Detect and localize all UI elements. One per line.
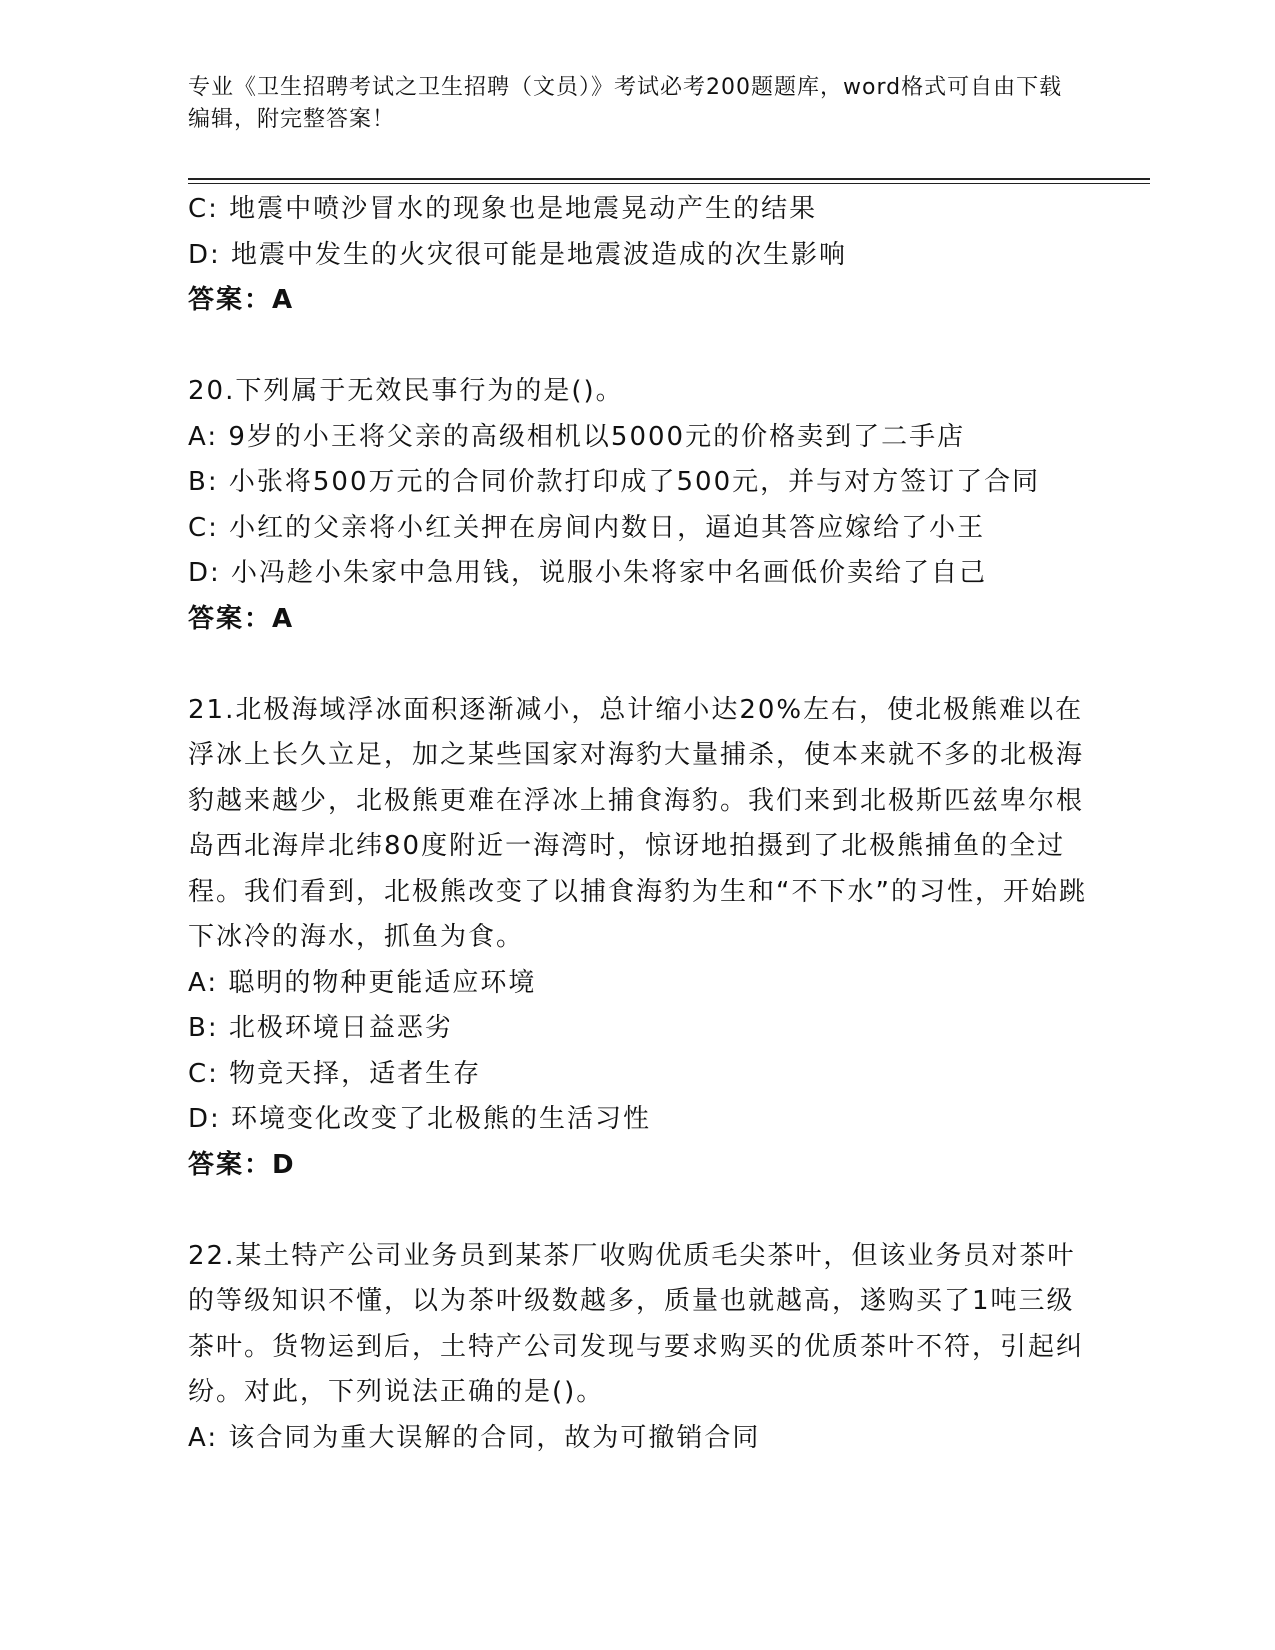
question-20-stem: 20.下列属于无效民事行为的是()。 — [188, 376, 624, 406]
header-divider-thin — [188, 183, 1150, 184]
option-d: D: 地震中发生的火灾很可能是地震波造成的次生影响 — [188, 239, 848, 270]
header-divider-thick — [188, 178, 1150, 180]
question-21-option-c: C: 物竞天择，适者生存 — [188, 1058, 482, 1089]
question-20-option-c: C: 小红的父亲将小红关押在房间内数日，逼迫其答应嫁给了小王 — [188, 512, 986, 543]
question-20-option-b: B: 小张将500万元的合同价款打印成了500元，并与对方签订了合同 — [188, 467, 1041, 497]
question-21-answer: 答案：D — [188, 1149, 296, 1180]
question-20-option-a: A: 9岁的小王将父亲的高级相机以5000元的价格卖到了二手店 — [188, 421, 966, 452]
question-22-option-a: A: 该合同为重大误解的合同，故为可撤销合同 — [188, 1422, 761, 1453]
question-21-option-d: D: 环境变化改变了北极熊的生活习性 — [188, 1104, 652, 1134]
question-22-stem: 22.某土特产公司业务员到某茶厂收购优质毛尖茶叶，但该业务员对茶叶的等级知识不懂，以为茶叶级数越多，质量也就越高，遂购买了1吨三级茶叶。货物运到后，土特产公司发现与要求购买的优质茶叶不符，引起纠纷。对此，下列说法正确的是()。 — [188, 1240, 1085, 1407]
spacer — [188, 642, 1088, 688]
answer-label: 答案：A — [188, 285, 295, 315]
question-21-option-a: A: 聪明的物种更能适应环境 — [188, 967, 537, 998]
document-header: 专业《卫生招聘考试之卫生招聘（文员）》考试必考200题题库，word格式可自由下载编辑，附完整答案！ — [188, 75, 1063, 132]
question-content — [188, 187, 1088, 1461]
question-20-answer: 答案：A — [188, 603, 295, 634]
option-c: C: 地震中喷沙冒水的现象也是地震晃动产生的结果 — [188, 194, 818, 224]
question-20-option-d: D: 小冯趁小朱家中急用钱，说服小朱将家中名画低价卖给了自己 — [188, 558, 988, 588]
question-21-option-b: B: 北极环境日益恶劣 — [188, 1013, 453, 1043]
spacer — [188, 1188, 1088, 1234]
question-21-stem: 21.北极海域浮冰面积逐渐减小，总计缩小达20%左右，使北极熊难以在浮冰上长久立足，加之某些国家对海豹大量捕杀，使本来就不多的北极海豹越来越少，北极熊更难在浮冰上捕食海豹。我们来到北极斯匹兹卑尔根岛西北海岸北纬80度附近一海湾时，惊讶地拍摄到了北极熊捕鱼的全过程。我们看到，北极熊改变了以捕食海豹为生和“不下水”的习性，开始跳下冰冷的海水，抓鱼为食。 — [188, 694, 1087, 952]
spacer — [188, 324, 1088, 370]
